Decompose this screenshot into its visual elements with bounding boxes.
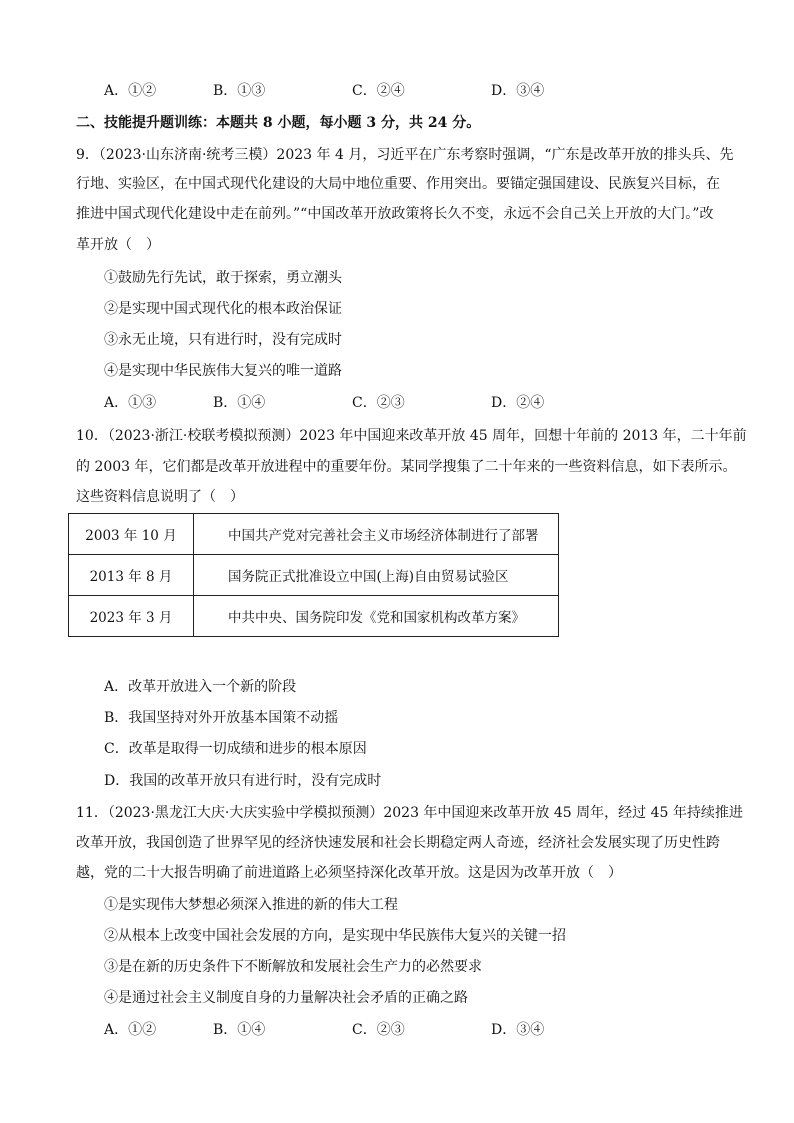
option-a: A．①② xyxy=(104,83,157,99)
option-b: B．①④ xyxy=(213,1022,266,1038)
section-heading: 二、技能提升题训练：本题共 8 小题，每小题 3 分，共 24 分。 xyxy=(76,115,481,131)
option-c: C．②③ xyxy=(352,395,405,411)
statement-item: ④是实现中华民族伟大复兴的唯一道路 xyxy=(104,363,342,379)
question-stem-line: 11．（2023·黑龙江大庆·大庆实验中学模拟预测）2023 年中国迎来改革开放 45 周年，经过 45 年持续推进 xyxy=(76,805,743,821)
table-row xyxy=(69,514,559,555)
info-table xyxy=(68,513,559,637)
table-cell-date: 2023 年 3 月 xyxy=(69,596,194,637)
question-stem-line: 推进中国式现代化建设中走在前列。”“中国改革开放政策将长久不变，永远不会自己关上开放的大门。”改 xyxy=(76,206,714,222)
question-stem-line: 革开放（ ） xyxy=(76,237,160,253)
option-b: B．①④ xyxy=(213,395,266,411)
table-cell-date: 2013 年 8 月 xyxy=(69,555,194,596)
question-stem-line: 9．（2023·山东济南·统考三模）2023 年 4 月，习近平在广东考察时强调，“广东是改革开放的排头兵、先 xyxy=(76,147,734,163)
table-cell-date: 2003 年 10 月 xyxy=(69,514,194,555)
table-row xyxy=(69,555,559,596)
option-d: D．我国的改革开放只有进行时，没有完成时 xyxy=(104,773,382,789)
statement-item: ③是在新的历史条件下不断解放和发展社会生产力的必然要求 xyxy=(104,959,482,975)
statement-item: ②是实现中国式现代化的根本政治保证 xyxy=(104,301,342,317)
table-cell-event: 中国共产党对完善社会主义市场经济体制进行了部署 xyxy=(194,514,559,555)
option-c: C．②③ xyxy=(352,1022,405,1038)
option-a: A．①② xyxy=(104,1022,157,1038)
statement-item: ①是实现伟大梦想必须深入推进的新的伟大工程 xyxy=(104,897,398,913)
option-d: D．②④ xyxy=(491,395,545,411)
statement-item: ③永无止境，只有进行时，没有完成时 xyxy=(104,332,342,348)
question-stem-line: 的 2003 年，它们都是改革开放进程中的重要年份。某同学搜集了二十年来的一些资料信息，如下表所示。 xyxy=(76,459,737,475)
statement-item: ④是通过社会主义制度自身的力量解决社会矛盾的正确之路 xyxy=(104,990,468,1006)
table-row xyxy=(69,596,559,637)
table-cell-event: 国务院正式批准设立中国(上海)自由贸易试验区 xyxy=(194,555,559,596)
question-stem-line: 10．（2023·浙江·校联考模拟预测）2023 年中国迎来改革开放 45 周年，回想十年前的 2013 年，二十年前 xyxy=(76,428,747,444)
option-a: A．改革开放进入一个新的阶段 xyxy=(104,679,297,695)
option-d: D．③④ xyxy=(491,1022,545,1038)
option-a: A．①③ xyxy=(104,395,157,411)
question-stem-line: 行地、实验区，在中国式现代化建设的大局中地位重要、作用突出。要锚定强国建设、民族复兴目标，在 xyxy=(76,176,720,192)
question-stem-line: 改革开放，我国创造了世界罕见的经济快速发展和社会长期稳定两人奇迹，经济社会发展实现了历史性跨 xyxy=(76,835,720,851)
option-d: D．③④ xyxy=(491,83,545,99)
question-stem-line: 越，党的二十大报告明确了前进道路上必须坚持深化改革开放。这是因为改革开放（ ） xyxy=(76,865,622,881)
option-b: B．我国坚持对外开放基本国策不动摇 xyxy=(104,710,339,726)
table-cell-event: 中共中央、国务院印发《党和国家机构改革方案》 xyxy=(194,596,559,637)
statement-item: ①鼓励先行先试，敢于探索，勇立潮头 xyxy=(104,270,342,286)
option-c: C．②④ xyxy=(352,83,405,99)
question-stem-line: 这些资料信息说明了（ ） xyxy=(76,489,244,505)
statement-item: ②从根本上改变中国社会发展的方向，是实现中华民族伟大复兴的关键一招 xyxy=(104,928,566,944)
option-c: C．改革是取得一切成绩和进步的根本原因 xyxy=(104,741,367,757)
option-b: B．①③ xyxy=(213,83,266,99)
